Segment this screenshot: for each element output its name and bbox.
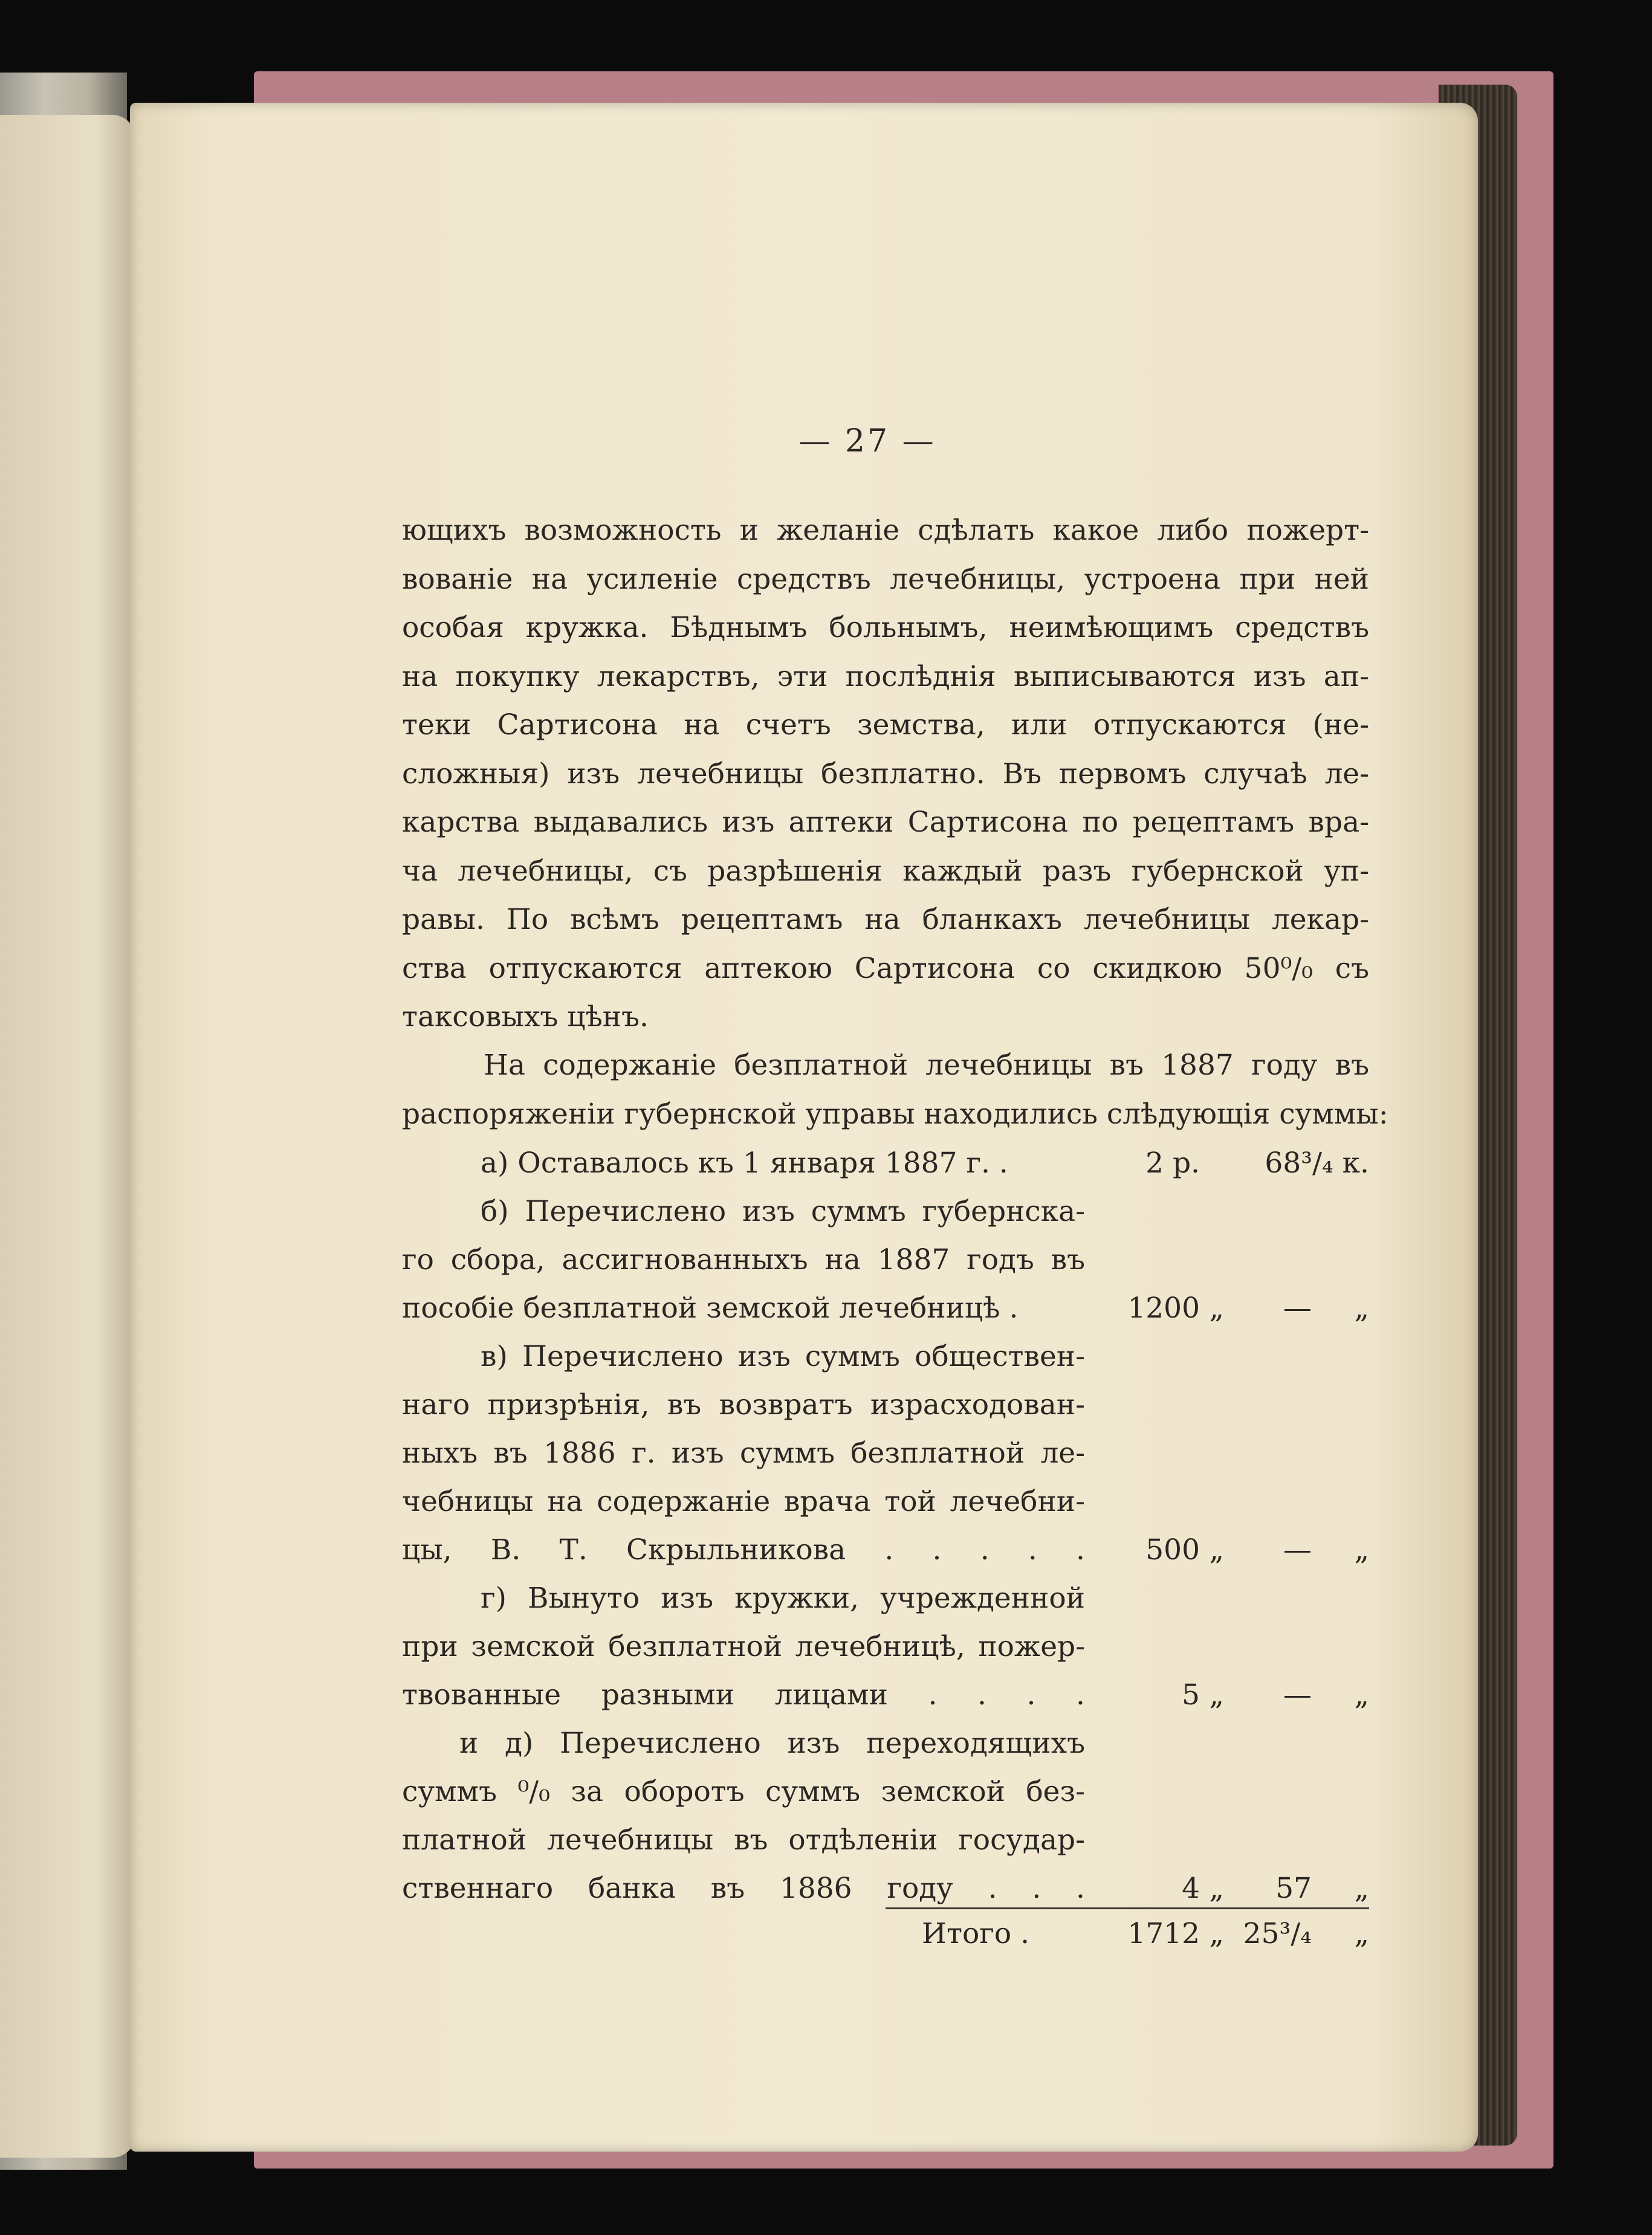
page-number: — 27 — (798, 423, 936, 459)
ditto-mark: „ (1354, 1872, 1369, 1905)
item-text: суммъ ⁰/₀ за оборотъ суммъ земской без- (402, 1775, 1085, 1808)
sum-item-v-line (402, 1381, 1369, 1429)
paragraph-1 (402, 506, 1369, 1042)
text-line: На содержаніе безплатной лечебницы въ 1887 году въ (484, 1049, 1369, 1082)
item-text: г) Вынуто изъ кружки, учрежденной (481, 1582, 1085, 1615)
item-text: при земской безплатной лечебницѣ, пожер- (402, 1630, 1085, 1663)
text-line: равы. По всѣмъ рецептамъ на бланкахъ лечебницы лекар- (402, 903, 1369, 936)
total-rule (886, 1907, 1369, 1909)
sum-item-g-line (402, 1623, 1369, 1671)
item-kopecks: 68³/₄ к. (1265, 1147, 1369, 1180)
sum-item-v-line (402, 1478, 1369, 1526)
ditto-mark: „ (1354, 1292, 1369, 1325)
item-text: го сбора, ассигнованныхъ на 1887 годъ въ (402, 1243, 1085, 1276)
item-text: а) Оставалось къ 1 января 1887 г. . (481, 1147, 1008, 1180)
item-text: цы, В. Т. Скрыльникова . . . . . (402, 1533, 1085, 1567)
ditto-mark: „ (1209, 1872, 1224, 1905)
ditto-mark: „ (1354, 1678, 1369, 1712)
ditto-mark: „ (1209, 1533, 1224, 1567)
ditto-mark: „ (1209, 1292, 1224, 1325)
ditto-mark: „ (1209, 1678, 1224, 1712)
sum-item-v-line (402, 1333, 1369, 1381)
item-kopecks: — (1283, 1292, 1312, 1325)
text-line: вованіе на усиленіе средствъ лечебницы, устроена при ней (402, 562, 1369, 596)
item-text: ныхъ въ 1886 г. изъ суммъ безплатной ле- (402, 1437, 1085, 1470)
paragraph-2 (402, 1041, 1388, 1139)
sum-item-b-line (402, 1236, 1369, 1284)
book-page (130, 103, 1478, 2152)
text-line: распоряженіи губернской управы находились слѣдующія суммы: (402, 1097, 1388, 1131)
text-line: карства выдавались изъ аптеки Сартисона по рецептамъ вра- (402, 806, 1369, 839)
item-text: платной лечебницы въ отдѣленіи государ- (402, 1823, 1085, 1857)
sum-item-b (402, 1284, 1369, 1333)
item-text: ственнаго банка въ 1886 году . . . (402, 1872, 1085, 1905)
sum-item-d-line (402, 1768, 1369, 1816)
text-line: таксовыхъ цѣнъ. (402, 1000, 649, 1033)
item-text: наго призрѣнія, въ возвратъ израсходован- (402, 1388, 1085, 1422)
text-line: ча лечебницы, съ разрѣшенія каждый разъ губернской уп- (402, 854, 1369, 888)
item-text: в) Перечислено изъ суммъ обществен- (481, 1340, 1085, 1373)
item-text: б) Перечислено изъ суммъ губернска- (481, 1195, 1085, 1228)
item-text: пособіе безплатной земской лечебницѣ . (402, 1292, 1019, 1325)
ditto-mark: „ (1354, 1533, 1369, 1567)
item-text: твованные разными лицами . . . . (402, 1678, 1085, 1712)
text-line: ства отпускаются аптекою Сартисона со скидкою 50⁰/₀ съ (402, 951, 1369, 985)
text-line: особая кружка. Бѣднымъ больнымъ, неимѣющимъ средствъ (402, 611, 1369, 644)
sum-item-d (402, 1865, 1369, 1913)
item-text: чебницы на содержаніе врача той лечебни- (402, 1485, 1085, 1518)
item-text: и д) Перечислено изъ переходящихъ (459, 1727, 1085, 1760)
sum-item-d-line (402, 1719, 1369, 1768)
item-kopecks: — (1283, 1533, 1312, 1567)
item-rubles: 500 (1145, 1533, 1200, 1567)
ditto-mark: „ (1209, 1917, 1224, 1950)
item-kopecks: 57 (1275, 1872, 1312, 1905)
text-line: сложныя) изъ лечебницы безплатно. Въ первомъ случаѣ ле- (402, 757, 1369, 791)
sum-item-v-line (402, 1429, 1369, 1478)
total-rubles: 1712 (1127, 1917, 1200, 1950)
text-line: на покупку лекарствъ, эти послѣднія выписываются изъ ап- (402, 659, 1369, 693)
total-kopecks: 25³/₄ (1243, 1917, 1312, 1950)
total-label: Итого . (922, 1917, 1030, 1950)
left-page-edge (0, 115, 136, 2158)
sum-item-d-line (402, 1816, 1369, 1865)
ditto-mark: „ (1354, 1917, 1369, 1950)
total-row (402, 1910, 1369, 1958)
text-line: ющихъ возможность и желаніе сдѣлать какое либо пожерт- (402, 514, 1369, 547)
sum-item-b-line (402, 1188, 1369, 1236)
item-rubles: 1200 (1127, 1292, 1200, 1325)
item-rubles: 5 (1182, 1678, 1200, 1712)
item-rubles: 2 р. (1145, 1147, 1200, 1180)
sum-item-v (402, 1526, 1369, 1574)
text-line: теки Сартисона на счетъ земства, или отпускаются (не- (402, 708, 1369, 742)
sum-item-g (402, 1671, 1369, 1719)
item-kopecks: — (1283, 1678, 1312, 1712)
sum-item-a (402, 1139, 1369, 1188)
item-rubles: 4 (1182, 1872, 1200, 1905)
sum-item-g-line (402, 1574, 1369, 1623)
